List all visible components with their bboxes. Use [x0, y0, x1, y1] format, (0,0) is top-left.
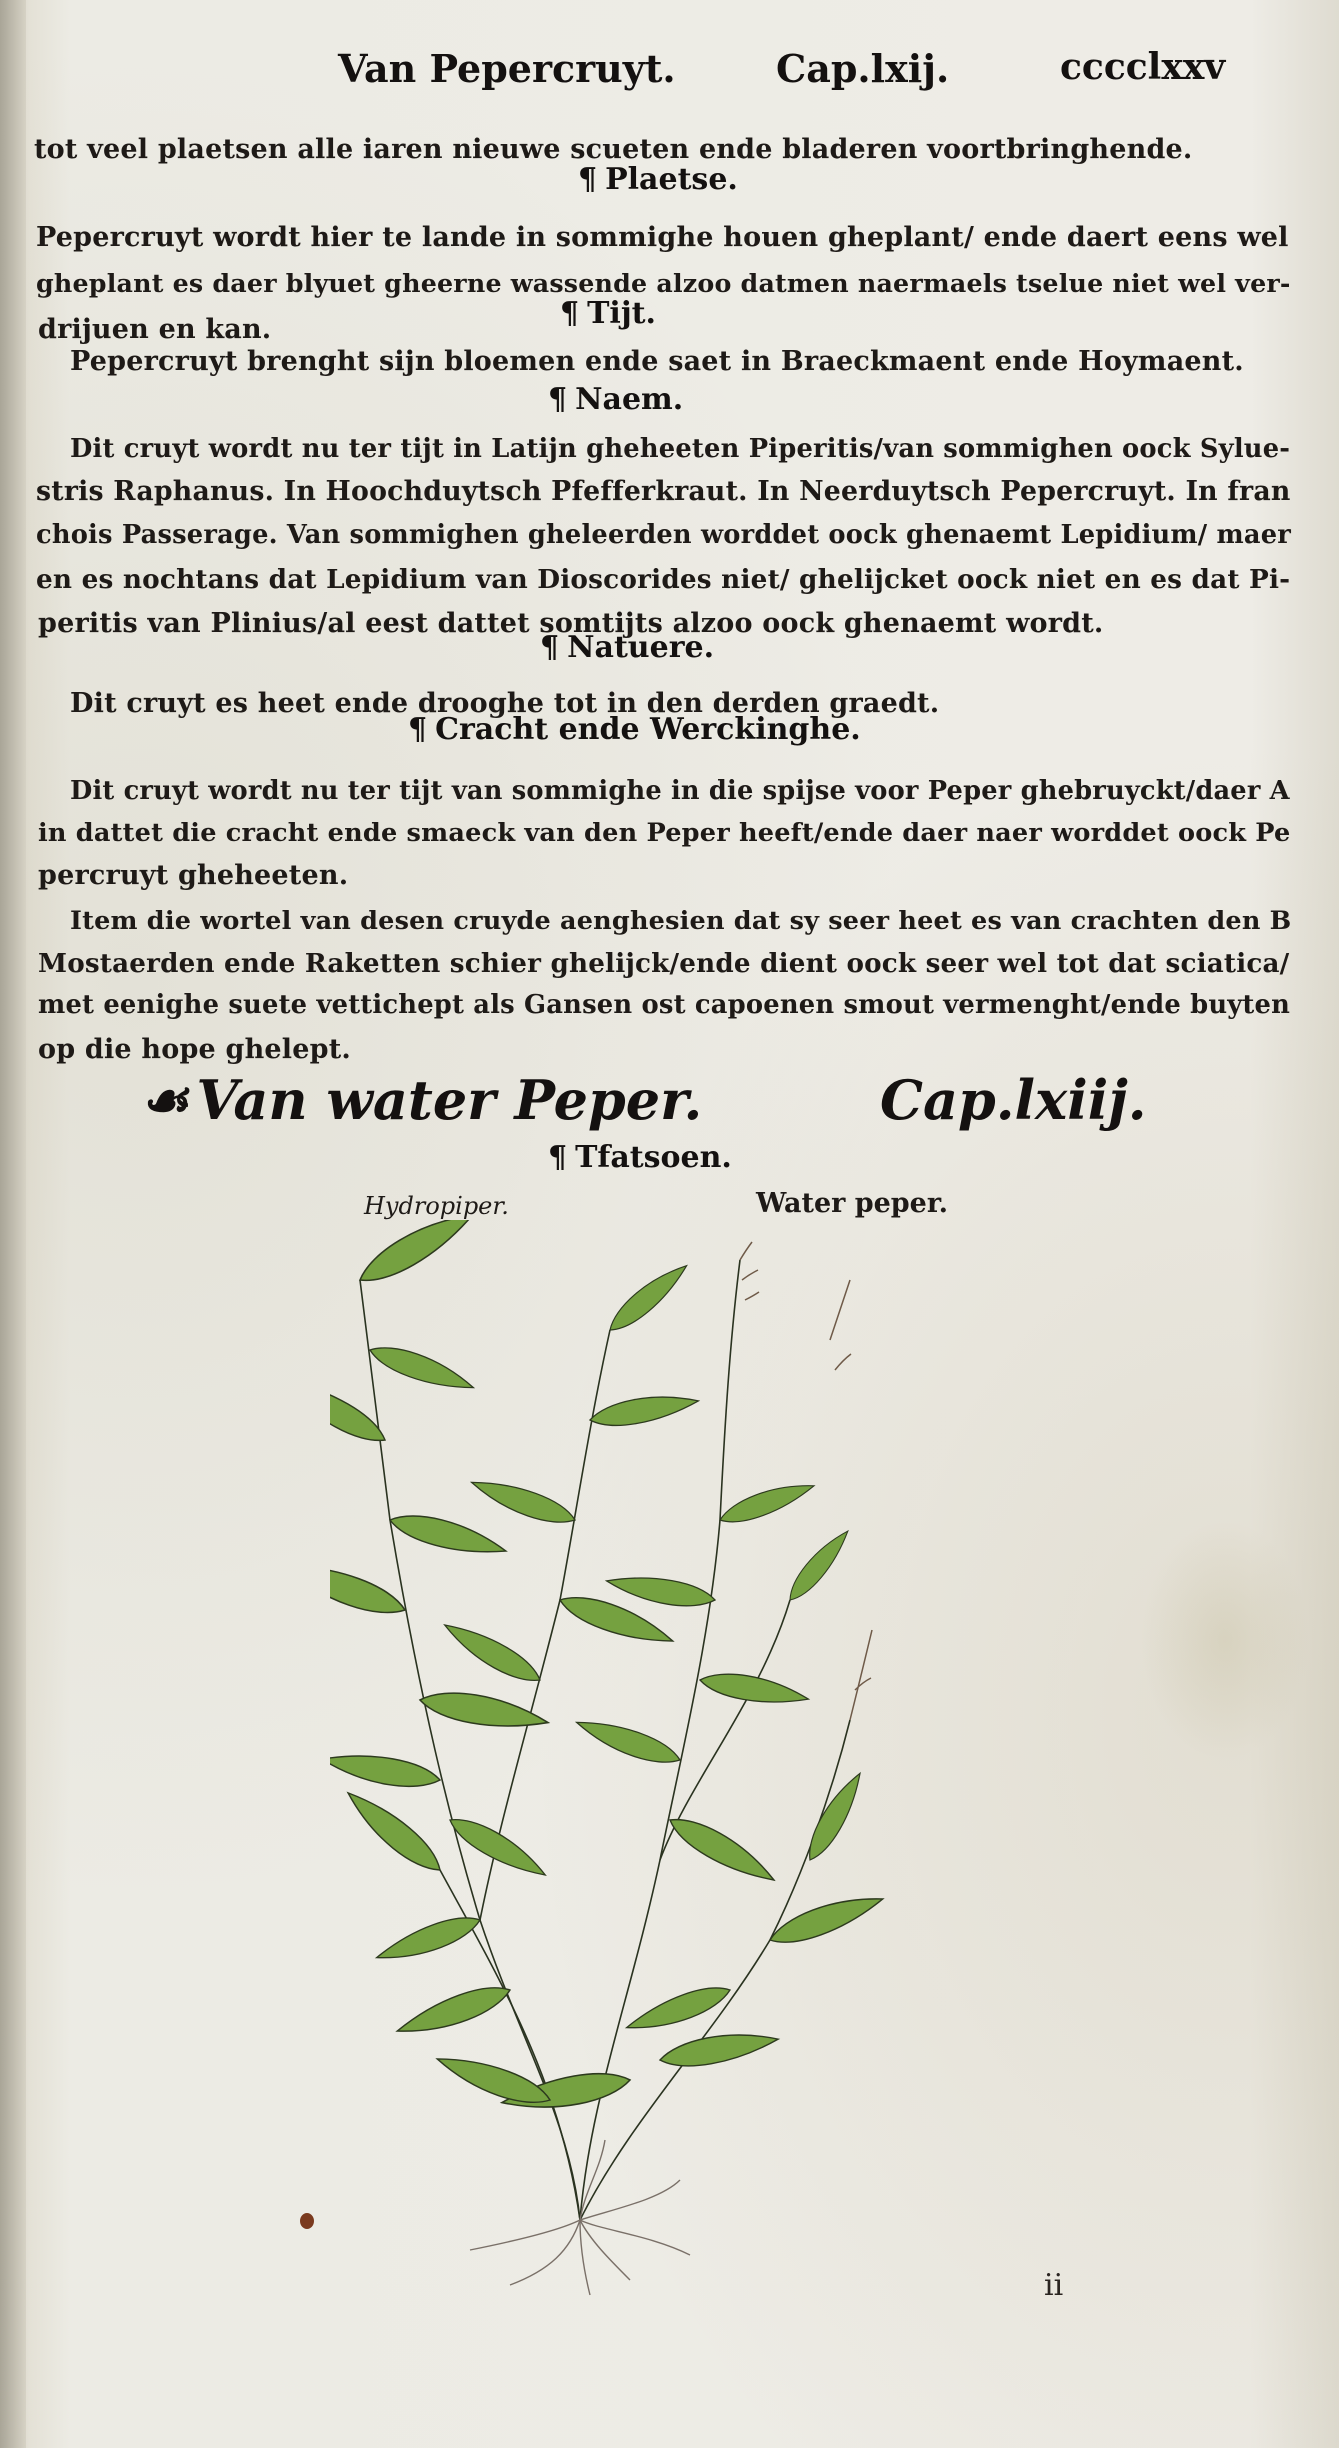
chapter-title: Van water Peper. [196, 1068, 703, 1132]
signature-mark: ii [1044, 2268, 1064, 2303]
water-pepper-woodcut [330, 1220, 950, 2300]
text-line: op die hope ghelept. [38, 1034, 351, 1065]
figure-label-latin: Hydropiper. [364, 1192, 509, 1220]
text-line: en es nochtans dat Lepidium van Dioscorides niet/ ghelijcket oock niet en es dat Pi- [36, 564, 1291, 595]
text-line: Dit cruyt es heet ende drooghe tot in den derden graedt. [70, 688, 940, 719]
text-line: gheplant es daer blyuet gheerne wassende alzoo datmen naermaels tselue niet wel ver- [36, 268, 1291, 298]
figure-label-vernacular: Water peper. [756, 1188, 949, 1219]
text-line: Pepercruyt brenght sijn bloemen ende saet in Braeckmaent ende Hoymaent. [70, 346, 1244, 377]
section-heading-label: Naem. [575, 382, 684, 417]
text-line: in dattet die cracht ende smaeck van den Peper heeft/ende daer naer worddet oock Pe [38, 818, 1291, 848]
text-line: drijuen en kan. [38, 314, 272, 345]
section-heading [540, 630, 714, 665]
text-line: chois Passerage. Van sommighen gheleerden worddet oock ghenaemt Lepidium/ maer [36, 520, 1292, 550]
text-line: peritis van Plinius/al eest dattet somtijts alzoo oock ghenaemt wordt. [38, 608, 1104, 639]
pilcrow-icon: ¶ [578, 162, 598, 197]
plant-leaves [330, 1220, 887, 2117]
section-heading [578, 162, 738, 197]
fatsoen-label: Tfatsoen. [575, 1140, 732, 1175]
section-heading [548, 382, 683, 417]
text-line: Pepercruyt wordt hier te lande in sommighe houen gheplant/ ende daert eens wel [36, 222, 1289, 253]
pilcrow-icon: ¶ [548, 382, 568, 417]
pilcrow-icon: ¶ [548, 1140, 568, 1175]
text-line: Mostaerden ende Raketten schier ghelijck/ende dient oock seer wel tot dat sciatica/ [38, 948, 1290, 979]
section-heading-label: Cracht ende Werckinghe. [435, 712, 861, 747]
pilcrow-icon: ¶ [560, 296, 580, 331]
pilcrow-icon: ¶ [540, 630, 560, 665]
text-line: percruyt gheheeten. [38, 860, 349, 891]
text-line: Dit cruyt wordt nu ter tijt van sommighe in die spijse voor Peper ghebruyckt/daer A [70, 776, 1290, 806]
text-line: met eenighe suete vettichept als Gansen ost capoenen smout vermenght/ende buyten [38, 990, 1291, 1020]
ink-spot [300, 2213, 314, 2229]
running-chapter: Cap.lxij. [776, 46, 950, 91]
section-heading [560, 296, 656, 331]
fatsoen-heading [548, 1140, 732, 1175]
plant-roots [470, 2140, 690, 2295]
flower-spikes [740, 1242, 872, 1720]
section-heading-label: Plaetse. [605, 162, 738, 197]
text-line: stris Raphanus. In Hoochduytsch Pfefferkraut. In Neerduytsch Pepercruyt. In fran [36, 476, 1291, 507]
section-heading-label: Tijt. [587, 296, 656, 331]
section-heading-label: Natuere. [567, 630, 715, 665]
foxing-stain [1140, 1520, 1310, 1760]
section-heading [408, 712, 861, 747]
folio-number: cccclxxv [1060, 46, 1226, 88]
running-title: Van Pepercruyt. [338, 46, 676, 91]
pilcrow-icon: ¶ [408, 712, 428, 747]
text-line: tot veel plaetsen alle iaren nieuwe scueten ende bladeren voortbringhende. [34, 134, 1193, 165]
text-line: Item die wortel van desen cruyde aenghesien dat sy seer heet es van crachten den B [70, 906, 1292, 936]
chapter-heading [140, 1068, 702, 1132]
chapter-number: Cap.lxiij. [880, 1068, 1147, 1132]
fleuron-icon: ☙ [140, 1068, 189, 1132]
binding-gutter [0, 0, 26, 2448]
text-line: Dit cruyt wordt nu ter tijt in Latijn gheheeten Piperitis/van sommighen oock Sylue- [70, 434, 1291, 464]
